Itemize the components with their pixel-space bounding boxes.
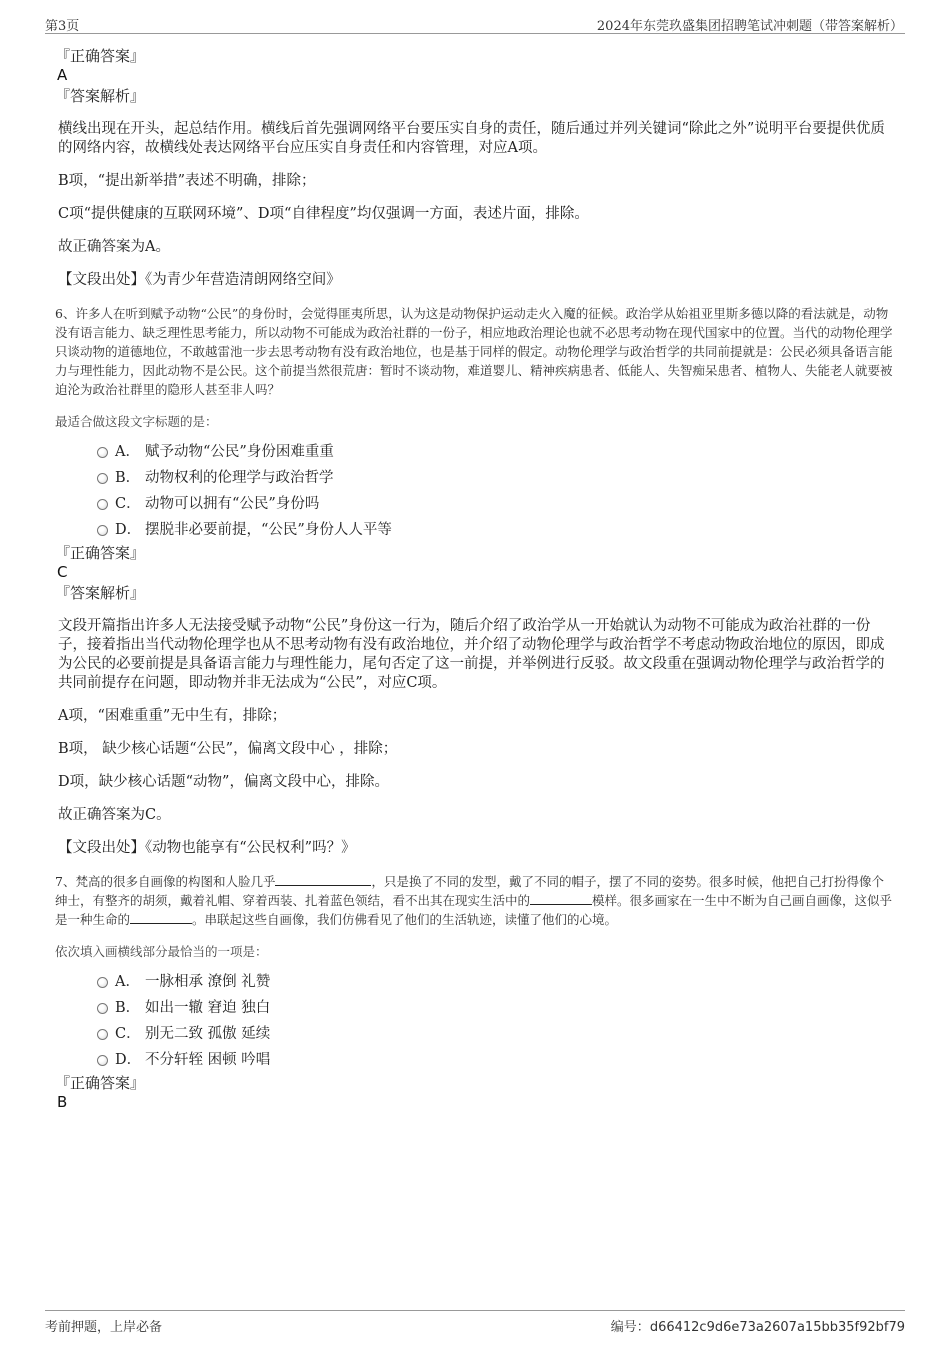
footer-slogan: 考前押题，上岸必备: [45, 1320, 163, 1335]
q5-analysis-p3: C项“提供健康的互联网环境”、D项“自律程度”均仅强调一方面，表述片面，排除。: [58, 206, 589, 222]
q6-source: 【文段出处】《动物也能享有“公民权利”吗？》: [58, 840, 356, 856]
q6-option-a[interactable]: A． 赋予动物“公民”身份困难重重: [97, 439, 895, 465]
q6-analysis-p5: 故正确答案为C。: [58, 807, 171, 823]
q7-answer-label: 『正确答案』: [55, 1074, 146, 1092]
q5-analysis-label: 『答案解析』: [55, 87, 146, 105]
q6-analysis-p3: B项， 缺少核心话题“公民”，偏离文段中心 ，排除；: [58, 741, 398, 757]
q6-stem: 6、许多人在听到赋予动物“公民”的身份时，会觉得匪夷所思，认为这是动物保护运动走火入魔的征候。政治学从始祖亚里斯多德以降的看法就是，动物没有语言能力、缺乏理性思考能力，所以动物不可能成为政治社群的一份子，相应地政治理论也就不必思考动物在现代国家中的位置。当代的动物伦理学只谈动物的道德地位，不敢越雷池一步去思考动物有没有政治地位，也是基于同样的假定。动物伦理学与政治哲学的共同前提就是：公民必须具备语言能力与理性能力，因此动物不是公民。这个前提当然很荒唐：暂时不谈动物，难道婴儿、精神疾病患者、低能人、失智痴呆患者、植物人、失能老人就要被迫沦为政治社群里的隐形人甚至非人吗？: [55, 306, 893, 397]
q6-analysis-p1: 文段开篇指出许多人无法接受赋予动物“公民”身份这一行为，随后介绍了政治学从一开始就认为动物不可能成为政治社群的一份子，接着指出当代动物伦理学也从不思考动物有没有政治地位，并介绍了动物伦理学与政治哲学不考虑动物政治地位的原因，即成为公民的必要前提是具备语言能力与理性能力，尾句否定了这一前提，并举例进行反驳。故文段重在强调动物伦理学与政治哲学的共同前提存在问题，即动物并非无法成为“公民”，对应C项。: [58, 618, 885, 691]
q6-analysis-p4: D项，缺少核心话题“动物”，偏离文段中心，排除。: [58, 774, 389, 790]
q6-analysis-label: 『答案解析』: [55, 584, 146, 602]
radio-icon[interactable]: [97, 525, 108, 536]
q6-option-d[interactable]: D． 摆脱非必要前提，“公民”身份人人平等: [97, 517, 895, 543]
q7-options: [97, 969, 895, 1073]
q5-analysis-p4: 故正确答案为A。: [58, 239, 170, 255]
document-title: 2024年东莞玖盛集团招聘笔试冲刺题（带答案解析）: [596, 19, 903, 34]
page-header: [45, 12, 905, 34]
radio-icon[interactable]: [97, 1003, 108, 1014]
radio-icon[interactable]: [97, 499, 108, 510]
q7-blank-3: [130, 910, 192, 924]
page-content: [55, 46, 895, 1111]
q5-answer-label: 『正确答案』: [55, 47, 146, 65]
q6-options: [97, 439, 895, 543]
q5-analysis-p1: 横线出现在开头，起总结作用。横线后首先强调网络平台要压实自身的责任，随后通过并列关键词“除此之外”说明平台要提供优质的网络内容，故横线处表达网络平台应压实自身责任和内容管理，对应A项。: [58, 121, 885, 156]
page-number: 第3页: [45, 19, 80, 34]
q7-option-b[interactable]: B． 如出一辙 窘迫 独白: [97, 995, 895, 1021]
q7-option-d[interactable]: D． 不分轩轾 困顿 吟唱: [97, 1047, 895, 1073]
q6-prompt: 最适合做这段文字标题的是：: [55, 414, 218, 429]
radio-icon[interactable]: [97, 447, 108, 458]
radio-icon[interactable]: [97, 473, 108, 484]
q6-analysis-p2: A项，“困难重重”无中生有，排除；: [58, 708, 287, 724]
q5-analysis-p2: B项，“提出新举措”表述不明确，排除；: [58, 173, 316, 189]
radio-icon[interactable]: [97, 977, 108, 988]
q7-answer: B: [57, 1093, 68, 1111]
radio-icon[interactable]: [97, 1029, 108, 1040]
page-footer: [45, 1310, 905, 1336]
q7-blank-1: [275, 872, 371, 886]
q6-option-c[interactable]: C． 动物可以拥有“公民”身份吗: [97, 491, 895, 517]
q7-blank-2: [530, 891, 592, 905]
q6-answer: C: [57, 563, 68, 581]
q6-option-b[interactable]: B． 动物权利的伦理学与政治哲学: [97, 465, 895, 491]
q7-stem: 7、梵高的很多自画像的构图和人脸几乎 ，只是换了不同的发型，戴了不同的帽子，摆了不同的姿势。很多时候，他把自己打扮得像个绅士，有整齐的胡须，戴着礼帽、穿着西装、扎着蓝色领结，看不出其在现实生活中的 模样。很多画家在一生中不断为自己画自画像，这似乎是一种生命的 。串联起这些自画像，我们仿佛看见了他们的生活轨迹，读懂了他们的心境。: [55, 874, 893, 927]
q7-option-c[interactable]: C． 别无二致 孤傲 延续: [97, 1021, 895, 1047]
q5-answer: A: [57, 66, 68, 84]
q7-option-a[interactable]: A． 一脉相承 潦倒 礼赞: [97, 969, 895, 995]
radio-icon[interactable]: [97, 1055, 108, 1066]
q7-prompt: 依次填入画横线部分最恰当的一项是：: [55, 944, 268, 959]
q6-answer-label: 『正确答案』: [55, 544, 146, 562]
q5-source: 【文段出处】《为青少年营造清朗网络空间》: [58, 272, 341, 288]
footer-code: 编号：d66412c9d6e73a2607a15bb35f92bf79: [610, 1320, 905, 1335]
